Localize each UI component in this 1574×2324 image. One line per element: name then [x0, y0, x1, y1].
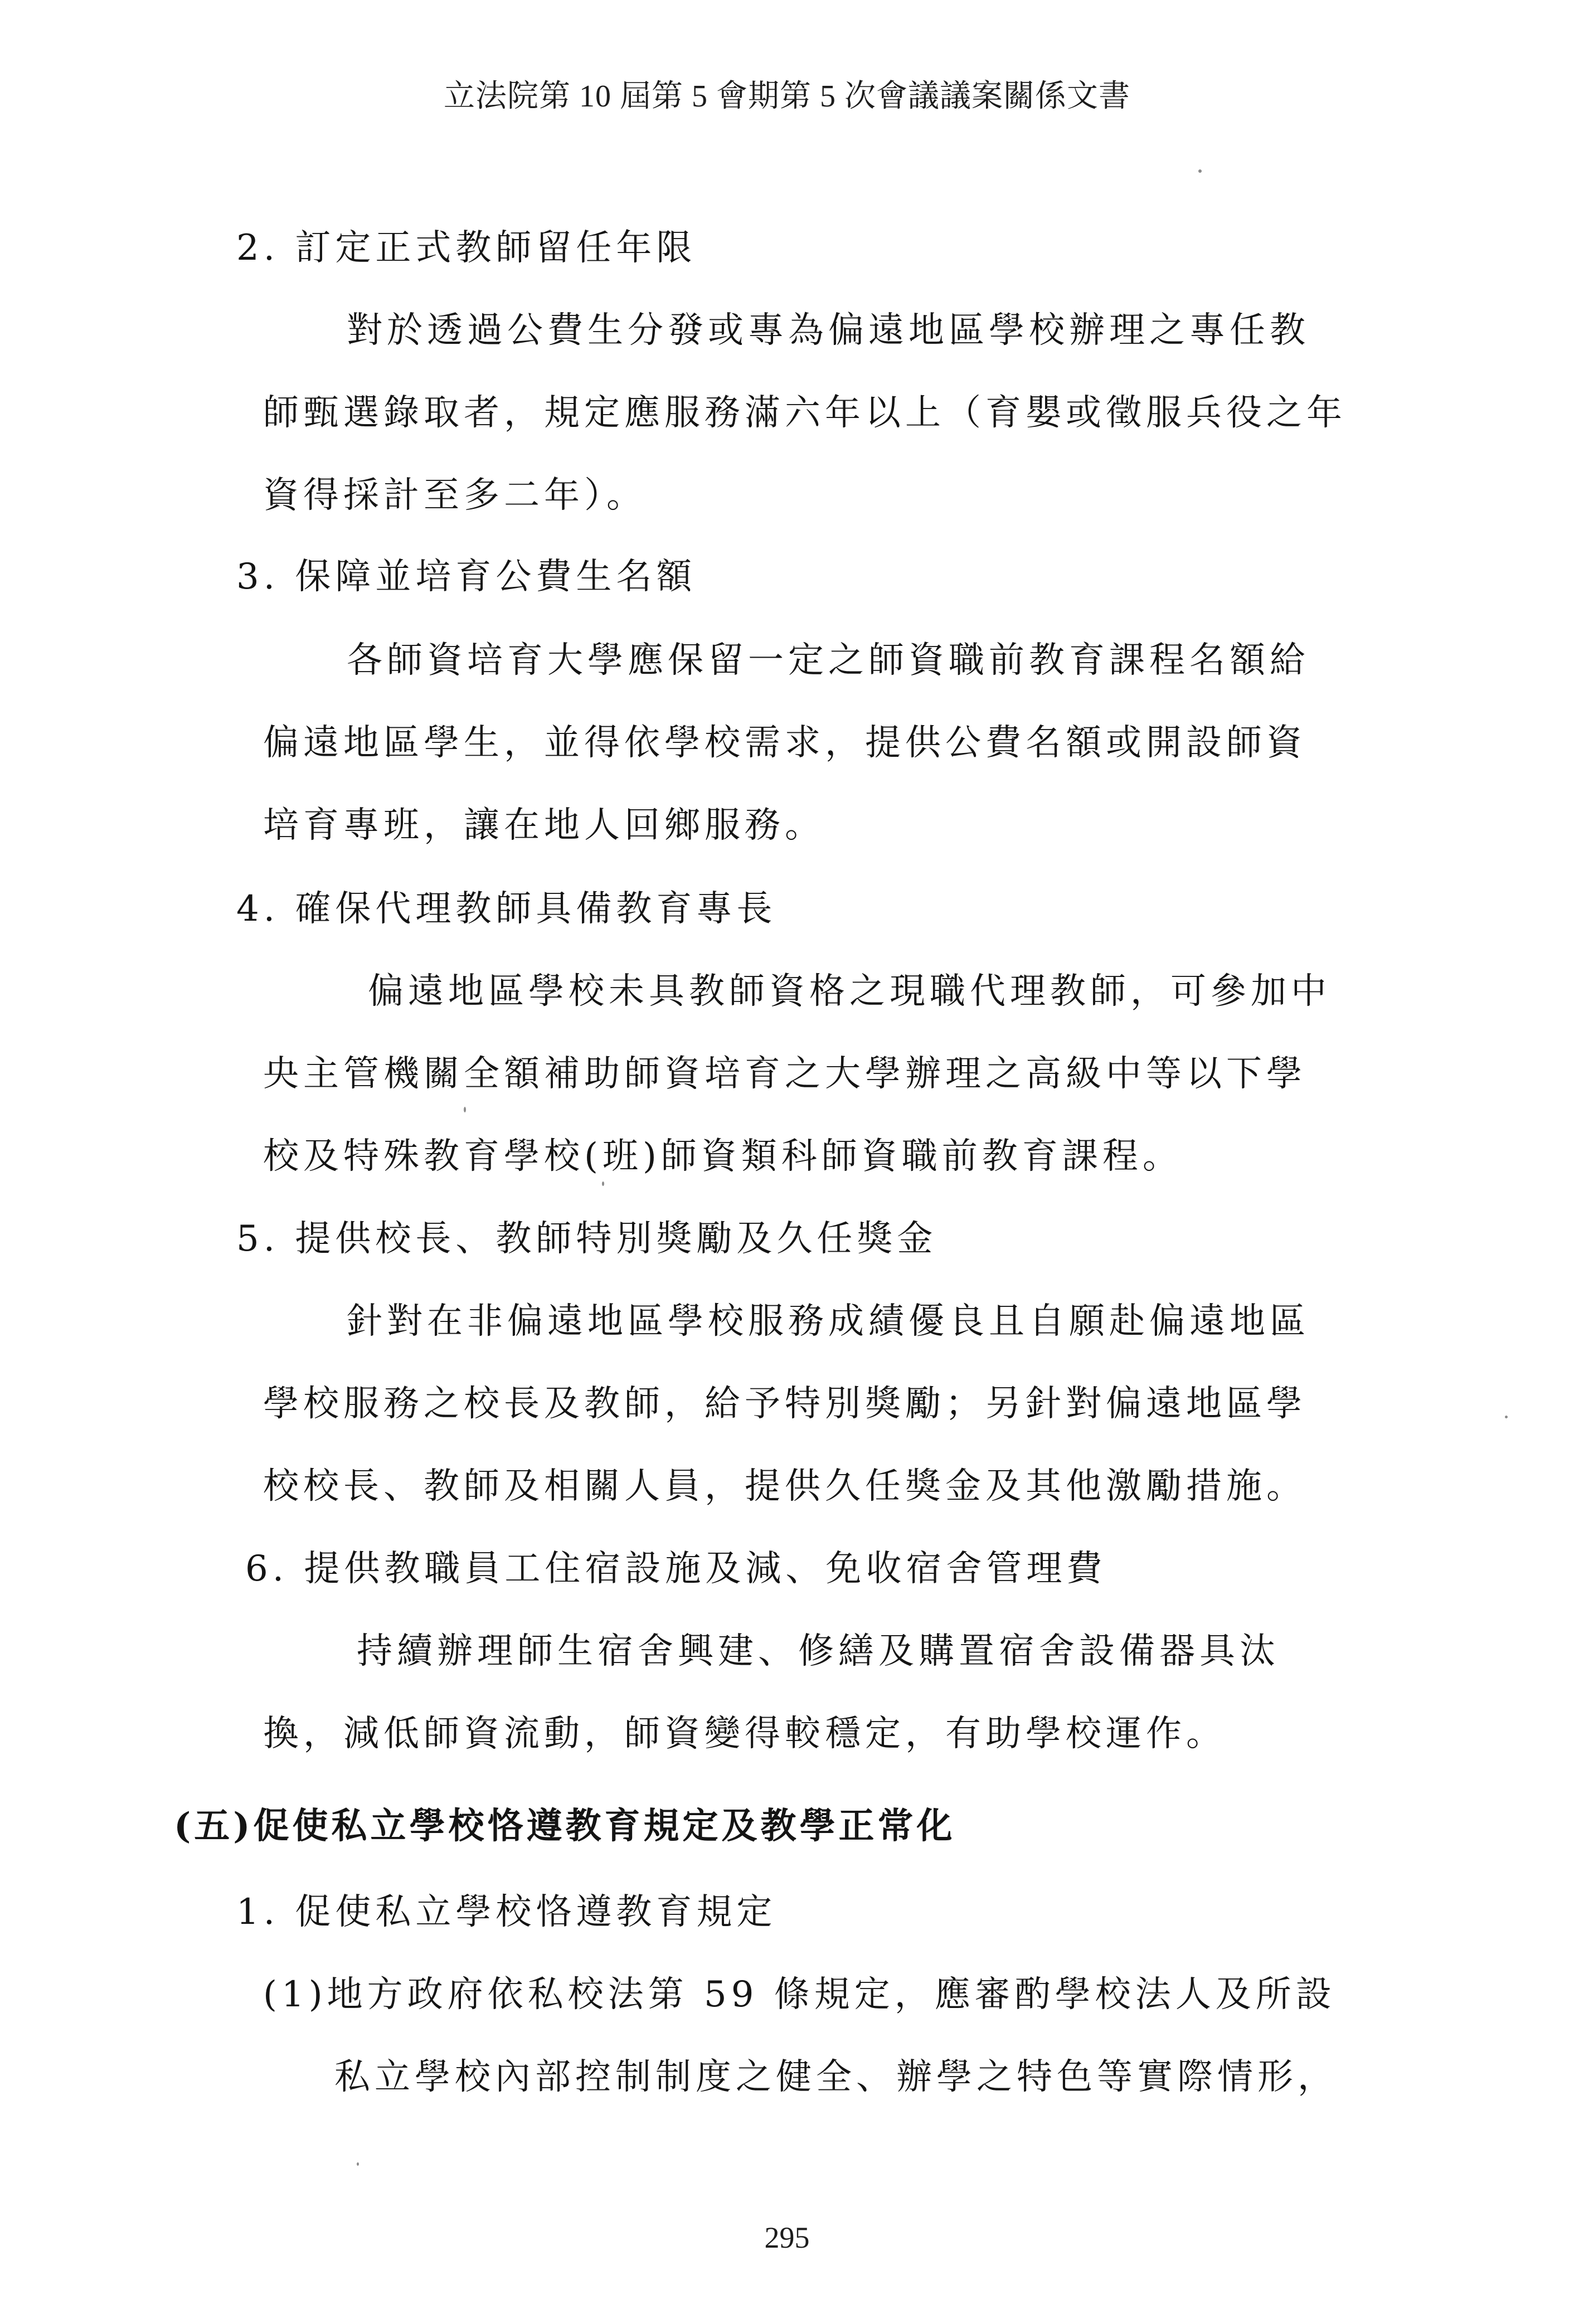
item-5-title: 5. 提供校長、教師特別獎勵及久任獎金 — [236, 1218, 937, 1260]
item-4-text-line-2: 央主管機關全額補助師資培育之大學辦理之高級中等以下學 — [263, 1053, 1306, 1095]
section-5-heading: (五)促使私立學校恪遵教育規定及教學正常化 — [174, 1805, 956, 1847]
page-number: 295 — [764, 2221, 810, 2254]
item-6-text-line-2: 換，減低師資流動，師資變得較穩定，有助學校運作。 — [263, 1713, 1226, 1754]
item-3-text-line-2: 偏遠地區學生，並得依學校需求，提供公費名額或開設師資 — [263, 722, 1306, 764]
scan-speck — [1505, 1416, 1508, 1418]
page-header: 立法院第 10 屆第 5 會期第 5 次會議議案關係文書 — [444, 79, 1130, 114]
scan-speck — [1198, 169, 1202, 173]
item-6-text-line-1: 持續辦理師生宿舍興建、修繕及購置宿舍設備器具汰 — [357, 1631, 1280, 1672]
item-5-text-line-2: 學校服務之校長及教師，給予特別獎勵；另針對偏遠地區學 — [263, 1383, 1306, 1424]
item-4-text-line-1: 偏遠地區學校未具教師資格之現職代理教師，可參加中 — [368, 971, 1331, 1012]
item-5-text-line-3: 校校長、教師及相關人員，提供久任獎金及其他激勵措施。 — [263, 1466, 1306, 1507]
scan-speck — [357, 2162, 359, 2166]
item-2-text-line-3: 資得採計至多二年）。 — [263, 475, 647, 516]
scan-speck — [464, 1107, 466, 1112]
clause-1-line-1: (1)地方政府依私校法第 59 條規定，應審酌學校法人及所設 — [263, 1974, 1336, 2015]
item-5-text-line-1: 針對在非偏遠地區學校服務成績優良且自願赴偏遠地區 — [347, 1301, 1310, 1342]
clause-1-line-2: 私立學校內部控制制度之健全、辦學之特色等實際情形， — [334, 2056, 1338, 2098]
item-4-text-line-3: 校及特殊教育學校(班)師資類科師資職前教育課程。 — [263, 1136, 1183, 1177]
item-2-title: 2. 訂定正式教師留任年限 — [236, 227, 697, 269]
scan-speck — [602, 1182, 604, 1186]
subsection-1-title: 1. 促使私立學校恪遵教育規定 — [236, 1892, 777, 1933]
item-3-text-line-3: 培育專班，讓在地人回鄉服務。 — [263, 805, 825, 846]
item-3-text-line-1: 各師資培育大學應保留一定之師資職前教育課程名額給 — [347, 640, 1310, 681]
item-6-title: 6. 提供教職員工住宿設施及減、免收宿舍管理費 — [245, 1548, 1107, 1589]
item-2-text-line-2: 師甄選錄取者，規定應服務滿六年以上（育嬰或徵服兵役之年 — [263, 392, 1347, 434]
item-3-title: 3. 保障並培育公費生名額 — [236, 556, 697, 597]
item-4-title: 4. 確保代理教師具備教育專長 — [236, 888, 777, 930]
item-2-text-line-1: 對於透過公費生分發或專為偏遠地區學校辦理之專任教 — [347, 310, 1310, 351]
